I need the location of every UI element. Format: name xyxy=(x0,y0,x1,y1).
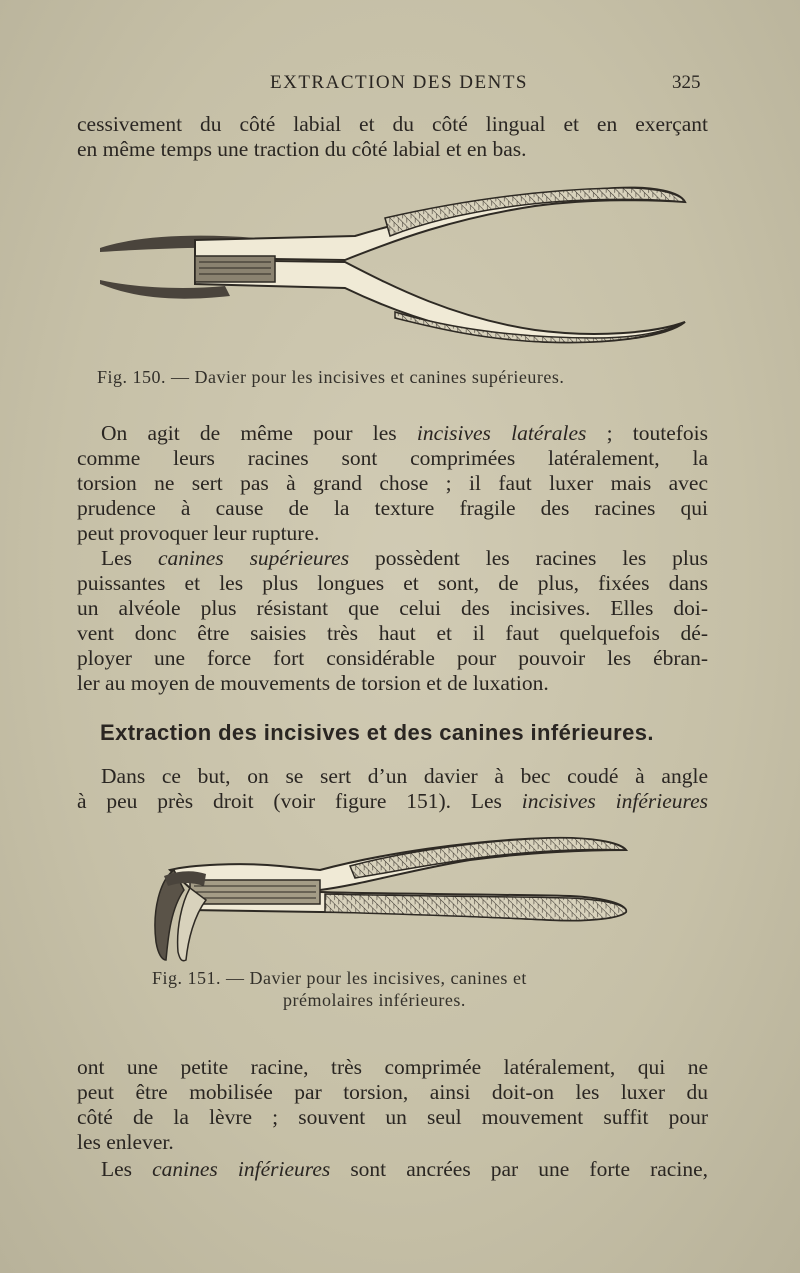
figure-151-caption-line1: Fig. 151. — Davier pour les incisives, canines et xyxy=(152,968,527,988)
text-line: cessivement du côté labial et du côté lingual et en exerçant xyxy=(77,112,708,136)
text-line: les enlever. xyxy=(77,1130,174,1154)
text-run: sont ancrées par une forte racine, xyxy=(330,1157,708,1181)
emphasis-canines-inferieures: canines inférieures xyxy=(152,1157,331,1181)
text-line: Dans ce but, on se sert d’un davier à bec coudé à angle xyxy=(101,764,708,788)
text-run: à peu près droit (voir figure 151). Les xyxy=(77,789,522,813)
text-line: vent donc être saisies très haut et il faut quelquefois dé- xyxy=(77,621,708,645)
paragraph-continuation xyxy=(77,112,708,162)
paragraph-canines-superieures xyxy=(77,546,708,696)
emphasis-incisives-inferieures: incisives inférieures xyxy=(521,789,708,813)
text-line: comme leurs racines sont comprimées latéralement, la xyxy=(77,446,708,470)
paragraph-incisives-inferieures xyxy=(77,1055,708,1155)
figure-150-caption: Fig. 150. — Davier pour les incisives et canines supérieures. xyxy=(97,367,565,387)
text-run: Les xyxy=(101,1157,153,1181)
section-heading: Extraction des incisives et des canines inférieures. xyxy=(100,720,654,745)
figure-151-lower-forceps-illustration xyxy=(150,830,630,965)
text-run: Les xyxy=(101,546,158,570)
text-line: en même temps une traction du côté labial et en bas. xyxy=(77,137,527,161)
running-head xyxy=(0,72,800,98)
text-line: torsion ne sert pas à grand chose ; il faut luxer mais avec xyxy=(77,471,708,495)
text-line: peut provoquer leur rupture. xyxy=(77,521,320,545)
emphasis-canines-superieures: canines supérieures xyxy=(157,546,350,570)
text-run: ; toutefois xyxy=(586,421,708,445)
text-line: ployer une force fort considérable pour pouvoir les ébran- xyxy=(77,646,708,670)
text-run: On agit de même pour les xyxy=(101,421,417,445)
text-line: prudence à cause de la texture fragile des racines qui xyxy=(77,496,708,520)
page-number: 325 xyxy=(672,72,701,93)
text-line xyxy=(77,421,708,446)
paragraph-canines-inferieures xyxy=(77,1157,708,1182)
text-line: côté de la lèvre ; souvent un seul mouvement suffit pour xyxy=(77,1105,708,1129)
text-line: ont une petite racine, très comprimée latéralement, qui ne xyxy=(77,1055,708,1079)
text-line: ler au moyen de mouvements de torsion et de luxation. xyxy=(77,671,549,695)
paragraph-davier-coude xyxy=(77,764,708,814)
text-line xyxy=(77,1157,708,1182)
text-line: un alvéole plus résistant que celui des incisives. Elles doi- xyxy=(77,596,708,620)
running-head-title: EXTRACTION DES DENTS xyxy=(270,72,528,93)
figure-150-upper-forceps-illustration xyxy=(95,178,695,348)
paragraph-incisives-laterales xyxy=(77,421,708,546)
text-line xyxy=(77,789,708,814)
text-line xyxy=(77,546,708,571)
text-line: peut être mobilisée par torsion, ainsi doit-on les luxer du xyxy=(77,1080,708,1104)
text-run: possèdent les racines les plus xyxy=(349,546,708,570)
emphasis-incisives-laterales: incisives latérales xyxy=(416,421,587,445)
figure-151-caption-line2: prémolaires inférieures. xyxy=(283,990,466,1010)
text-line: puissantes et les plus longues et sont, de plus, fixées dans xyxy=(77,571,708,595)
